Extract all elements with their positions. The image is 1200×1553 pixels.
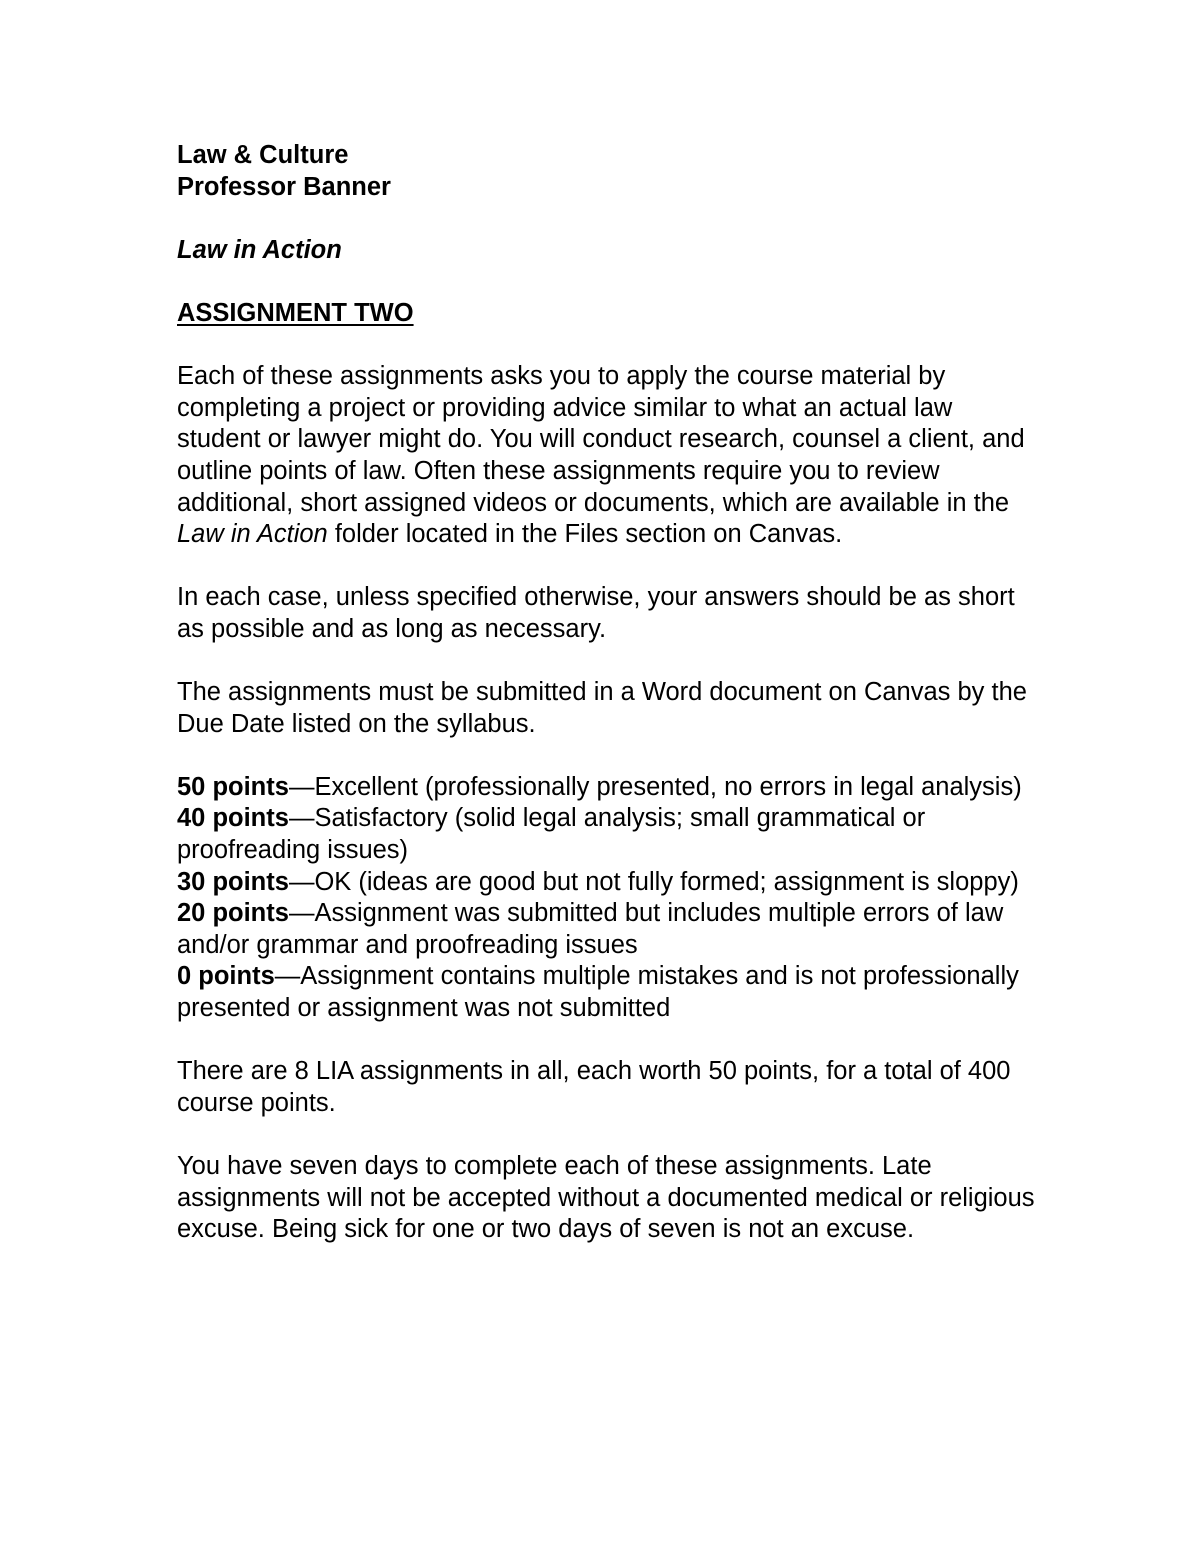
rubric-item <box>177 867 1037 899</box>
spacer <box>177 551 1037 583</box>
length-paragraph: In each case, unless specified otherwise, your answers should be as short as possible and as long as necessary. <box>177 583 1015 643</box>
course-title: Law & Culture <box>177 141 349 169</box>
spacer <box>177 203 1037 235</box>
rubric-description: —Assignment was submitted but includes multiple errors of law and/or grammar and proofreading issues <box>177 899 1004 959</box>
intro-text-end: folder located in the Files section on Canvas. <box>327 520 843 549</box>
series-title: Law in Action <box>177 235 342 264</box>
total-points-paragraph: There are 8 LIA assignments in all, each worth 50 points, for a total of 400 course points. <box>177 1057 1011 1117</box>
rubric-item <box>177 961 1037 1024</box>
rubric-points: 30 points <box>177 867 289 896</box>
rubric-description: —Excellent (professionally presented, no errors in legal analysis) <box>288 772 1022 801</box>
rubric-points: 40 points <box>177 804 289 833</box>
intro-italic-folder-name: Law in Action <box>177 520 328 549</box>
rubric-item <box>177 803 1037 866</box>
rubric-description: —Satisfactory (solid legal analysis; small grammatical or proofreading issues) <box>177 804 926 865</box>
spacer <box>177 740 1037 772</box>
assignment-title: ASSIGNMENT TWO <box>177 298 414 327</box>
rubric-points: 50 points <box>177 772 289 801</box>
spacer <box>177 646 1037 678</box>
spacer <box>177 1025 1037 1057</box>
intro-text-start: Each of these assignments asks you to apply the course material by completing a project or providing advice similar to what an actual law student or lawyer might do. You will conduct research, counsel a client, and outline points of law. Often these assignments require you to review additional, short assigned videos or documents, which are available in the <box>177 362 1025 517</box>
rubric-item <box>177 898 1037 961</box>
rubric-description: —OK (ideas are good but not fully formed; assignment is sloppy) <box>288 867 1019 896</box>
professor-name: Professor Banner <box>177 172 391 201</box>
grading-rubric <box>177 772 1037 1025</box>
spacer <box>177 330 1037 362</box>
rubric-description: —Assignment contains multiple mistakes and is not professionally presented or assignment was not submitted <box>177 962 1019 1023</box>
spacer <box>177 266 1037 298</box>
intro-paragraph <box>177 361 1037 551</box>
spacer <box>177 1119 1037 1151</box>
late-policy-paragraph: You have seven days to complete each of these assignments. Late assignments will not be accepted without a documented medical or religious excuse. Being sick for one or two days of seven is not an excuse. <box>177 1152 1035 1244</box>
rubric-points: 20 points <box>177 899 289 928</box>
document-body <box>177 140 1037 1246</box>
rubric-item <box>177 772 1037 804</box>
rubric-points: 0 points <box>177 962 275 991</box>
submission-paragraph: The assignments must be submitted in a Word document on Canvas by the Due Date listed on the syllabus. <box>177 678 1027 738</box>
